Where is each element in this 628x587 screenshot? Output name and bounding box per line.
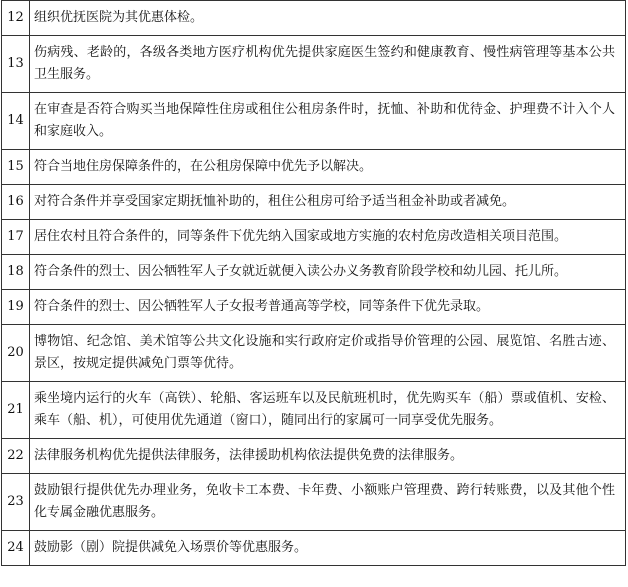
row-text: 鼓励影（剧）院提供减免入场票价等优惠服务。 [30,531,626,566]
row-text: 伤病残、老龄的，各级各类地方医疗机构优先提供家庭医生签约和健康教育、慢性病管理等基本公共卫生服务。 [30,36,626,93]
table-row [2,531,626,566]
row-number: 17 [2,220,30,255]
row-number: 21 [2,382,30,439]
row-number: 14 [2,93,30,150]
table-row [2,150,626,185]
row-number: 13 [2,36,30,93]
table-row [2,93,626,150]
preferential-policy-table [1,0,626,566]
row-text: 博物馆、纪念馆、美术馆等公共文化设施和实行政府定价或指导价管理的公园、展览馆、名胜古迹、景区，按规定提供减免门票等优待。 [30,325,626,382]
row-text: 鼓励银行提供优先办理业务，免收卡工本费、卡年费、小额账户管理费、跨行转账费，以及其他个性化专属金融优惠服务。 [30,474,626,531]
row-number: 24 [2,531,30,566]
table-row [2,220,626,255]
table-row [2,439,626,474]
table-row [2,185,626,220]
row-text: 对符合条件并享受国家定期抚恤补助的，租住公租房可给予适当租金补助或者减免。 [30,185,626,220]
table-row [2,36,626,93]
row-text: 法律服务机构优先提供法律服务，法律援助机构依法提供免费的法律服务。 [30,439,626,474]
row-text: 组织优抚医院为其优惠体检。 [30,1,626,36]
row-number: 18 [2,255,30,290]
row-number: 20 [2,325,30,382]
table-row [2,325,626,382]
row-text: 符合条件的烈士、因公牺牲军人子女就近就便入读公办义务教育阶段学校和幼儿园、托儿所。 [30,255,626,290]
row-number: 12 [2,1,30,36]
row-text: 符合条件的烈士、因公牺牲军人子女报考普通高等学校，同等条件下优先录取。 [30,290,626,325]
row-text: 在审查是否符合购买当地保障性住房或租住公租房条件时，抚恤、补助和优待金、护理费不计入个人和家庭收入。 [30,93,626,150]
row-number: 19 [2,290,30,325]
row-number: 15 [2,150,30,185]
table-row [2,255,626,290]
row-text: 居住农村且符合条件的，同等条件下优先纳入国家或地方实施的农村危房改造相关项目范围。 [30,220,626,255]
table-row [2,382,626,439]
row-text: 乘坐境内运行的火车（高铁）、轮船、客运班车以及民航班机时，优先购买车（船）票或值机、安检、乘车（船、机），可使用优先通道（窗口），随同出行的家属可一同享受优先服务。 [30,382,626,439]
row-number: 23 [2,474,30,531]
table-row [2,474,626,531]
row-number: 22 [2,439,30,474]
row-number: 16 [2,185,30,220]
table-row [2,290,626,325]
table-row [2,1,626,36]
row-text: 符合当地住房保障条件的，在公租房保障中优先予以解决。 [30,150,626,185]
